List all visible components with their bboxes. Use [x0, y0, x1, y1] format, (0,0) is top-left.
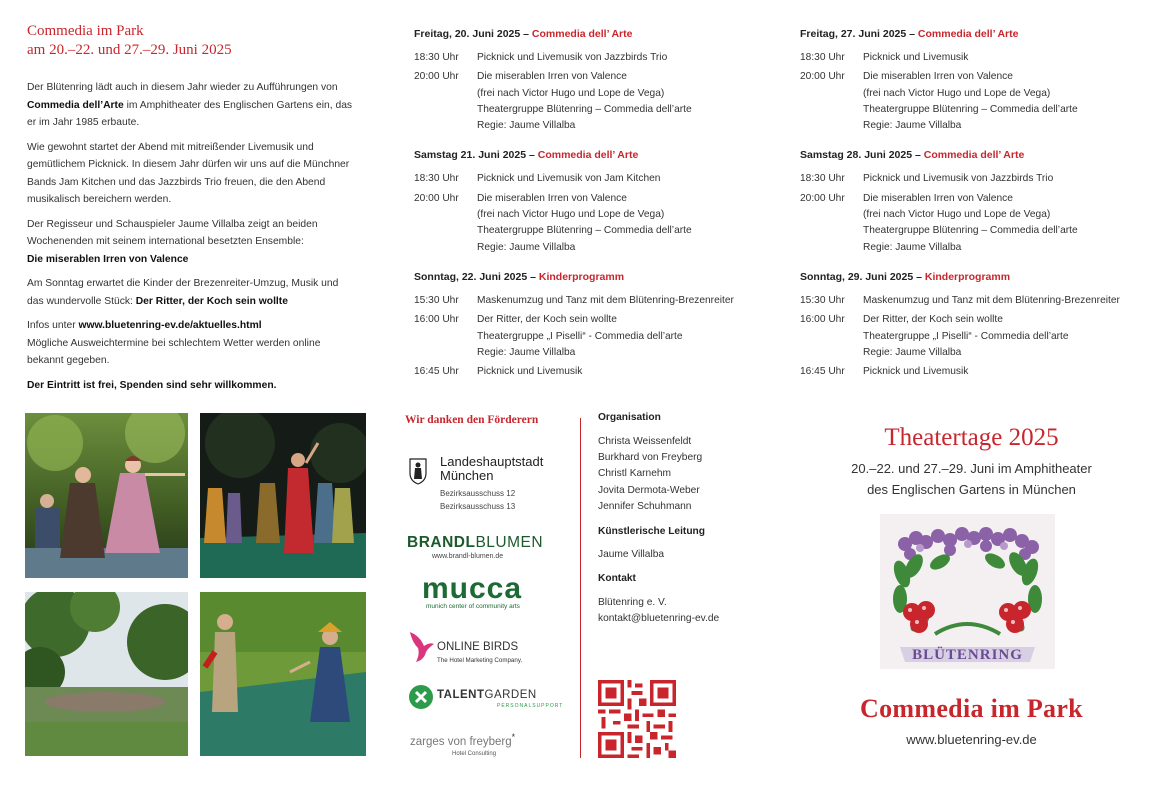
sponsor-brandl-blumen[interactable]: BRANDLBLUMEN	[407, 534, 544, 551]
talent-garden-icon	[408, 684, 434, 710]
intro-paragraph-1: Der Blütenring lädt auch in diesem Jahr wieder zu Aufführungen von Commedia dell’Arte im Amphitheater des Englischen Gartens ein, das er im Jahr 1985 erbaute.	[27, 82, 353, 128]
intro-section	[27, 22, 357, 394]
program-label: Commedia dell’ Arte	[537, 149, 639, 162]
info-link[interactable]: www.bluetenring-ev.de/aktuelles.html	[78, 320, 262, 331]
qr-code[interactable]	[597, 680, 677, 758]
schedule-time: 15:30 Uhr	[800, 294, 845, 306]
schedule-time: 16:00 Uhr	[414, 314, 459, 326]
schedule-line: Theatergruppe „I Piselli“ - Commedia dell’arte	[863, 330, 1069, 342]
schedule-line: Regie: Jaume Villalba	[477, 120, 576, 132]
schedule-line: Regie: Jaume Villalba	[863, 120, 962, 132]
schedule-week-2	[800, 26, 1150, 380]
schedule-line: Die miserablen Irren von Valence	[863, 192, 1013, 204]
day-title: Sonntag, 29. Juni 2025 – Kinderprogramm	[800, 270, 1011, 283]
schedule-line: Maskenumzug und Tanz mit dem Blütenring-Brezenreiter	[477, 294, 734, 306]
cover-subtitle-1: 20.–22. und 27.–29. Juni im Amphitheater	[851, 461, 1092, 476]
brand-name: Commedia im Park	[860, 694, 1083, 723]
schedule-row	[800, 171, 1150, 187]
schedule-time: 16:45 Uhr	[414, 366, 459, 378]
schedule-line: Die miserablen Irren von Valence	[477, 71, 627, 83]
organisation-members	[598, 434, 798, 515]
intro-paragraph-6: Der Eintritt ist frei, Spenden sind sehr willkommen.	[27, 379, 277, 391]
talent-garden-tagline: PERSONALSUPPORT	[497, 703, 564, 709]
schedule-row	[414, 364, 764, 380]
schedule-line: Theatergruppe Blütenring – Commedia dell’arte	[477, 103, 692, 115]
intro-paragraph-3: Der Regisseur und Schauspieler Jaume Villalba zeigt an beiden Wochenenden mit seinem international besetzten Ensemble: Die miserablen Irren von Valence	[27, 218, 318, 265]
schedule-line: (frei nach Victor Hugo und Lope de Vega)	[863, 209, 1051, 221]
contact-label: Kontakt	[598, 573, 636, 585]
schedule-row	[414, 191, 764, 256]
organisation-member: Christa Weissenfeldt	[598, 436, 692, 447]
program-label: Commedia dell’ Arte	[531, 28, 633, 40]
schedule-line: Regie: Jaume Villalba	[477, 241, 576, 253]
schedule-line: Die miserablen Irren von Valence	[477, 192, 627, 204]
schedule-line: Regie: Jaume Villalba	[477, 346, 576, 358]
schedule-time: 16:45 Uhr	[800, 366, 845, 378]
schedule-time: 15:30 Uhr	[414, 294, 459, 306]
schedule-time: 20:00 Uhr	[414, 192, 459, 204]
sponsor-muenchen[interactable]	[405, 455, 565, 515]
schedule-line: Regie: Jaume Villalba	[863, 241, 962, 253]
muenchen-crest-icon	[408, 457, 428, 485]
schedule-row	[414, 293, 764, 309]
muenchen-line2: München	[440, 468, 494, 483]
schedule-row	[414, 312, 764, 361]
organisation-member: Christl Karnehm	[598, 468, 672, 480]
schedule-line: Picknick und Livemusik von Jazzbirds Trio	[477, 52, 668, 63]
intro-title-line1: Commedia im Park	[27, 23, 144, 39]
contact-email[interactable]: kontakt@bluetenring-ev.de	[598, 613, 720, 625]
muenchen-sub1: Bezirksausschuss 12	[440, 489, 516, 498]
program-label: Kinderprogramm	[924, 270, 1011, 283]
day-title: Samstag 28. Juni 2025 – Commedia dell’ Arte	[800, 149, 1025, 162]
schedule-line: Maskenumzug und Tanz mit dem Blütenring-Brezenreiter	[863, 294, 1120, 306]
brand-url[interactable]: www.bluetenring-ev.de	[906, 732, 1037, 747]
schedule-time: 18:30 Uhr	[414, 52, 459, 63]
schedule-row	[800, 69, 1150, 134]
program-label: Kinderprogramm	[538, 270, 625, 283]
schedule-row	[800, 191, 1150, 256]
program-label: Commedia dell’ Arte	[917, 28, 1019, 40]
schedule-line: (frei nach Victor Hugo und Lope de Vega)	[477, 209, 665, 221]
schedule-line: Theatergruppe Blütenring – Commedia dell’arte	[477, 225, 692, 237]
schedule-row	[414, 69, 764, 134]
day-title: Samstag 21. Juni 2025 – Commedia dell’ Arte	[414, 149, 639, 162]
schedule-row	[800, 364, 1150, 380]
sponsor-mucca[interactable]: mucca	[422, 572, 523, 605]
online-birds-tagline: The Hotel Marketing Company.	[437, 657, 523, 664]
photo-amphitheater-audience	[25, 592, 188, 756]
emblem-text: BLÜTENRING	[912, 647, 1023, 663]
schedule-line: Picknick und Livemusik von Jam Kitchen	[477, 173, 661, 185]
schedule-time: 20:00 Uhr	[800, 192, 845, 204]
schedule-time: 20:00 Uhr	[414, 71, 459, 83]
muenchen-sub2: Bezirksausschuss 13	[440, 502, 516, 511]
brandl-url: www.brandl-blumen.de	[432, 553, 504, 560]
organisation-section	[598, 410, 798, 628]
bluetenring-emblem	[880, 514, 1055, 669]
organisation-member: Jovita Dermota-Weber	[598, 484, 700, 496]
sponsors-heading: Wir danken den Förderern	[405, 414, 539, 426]
schedule-line: Picknick und Livemusik von Jazzbirds Trio	[863, 173, 1054, 185]
schedule-time: 18:30 Uhr	[800, 52, 845, 63]
schedule-time: 20:00 Uhr	[800, 71, 845, 83]
schedule-row	[800, 293, 1150, 309]
sponsor-zarges[interactable]: zarges von freyberg*	[410, 732, 516, 748]
schedule-line: Theatergruppe Blütenring – Commedia dell’arte	[863, 225, 1078, 237]
contact-name: Blütenring e. V.	[598, 597, 667, 609]
schedule-row	[800, 50, 1150, 66]
program-label: Commedia dell’ Arte	[923, 149, 1025, 162]
schedule-line: Picknick und Livemusik	[477, 366, 583, 378]
schedule-row	[800, 312, 1150, 361]
schedule-line: Der Ritter, der Koch sein wollte	[863, 314, 1003, 326]
schedule-line: Regie: Jaume Villalba	[863, 346, 962, 358]
schedule-line: Theatergruppe Blütenring – Commedia dell’arte	[863, 103, 1078, 115]
intro-title-line2: am 20.–22. und 27.–29. Juni 2025	[27, 42, 232, 58]
schedule-line: Picknick und Livemusik	[863, 366, 969, 378]
schedule-line: (frei nach Victor Hugo und Lope de Vega)	[477, 87, 665, 99]
sponsors-section	[405, 414, 560, 426]
day-title: Sonntag, 22. Juni 2025 – Kinderprogramm	[414, 270, 625, 283]
schedule-line: Theatergruppe „I Piselli“ - Commedia dell’arte	[477, 330, 683, 342]
organisation-member: Jennifer Schuhmann	[598, 500, 692, 512]
schedule-row	[414, 171, 764, 187]
schedule-line: Der Ritter, der Koch sein wollte	[477, 314, 617, 326]
mucca-tagline: munich center of community arts	[426, 603, 520, 610]
schedule-line: (frei nach Victor Hugo und Lope de Vega)	[863, 87, 1051, 99]
cover-subtitle-2: des Englischen Gartens in München	[867, 482, 1076, 497]
intro-paragraph-5: Infos unter www.bluetenring-ev.de/aktuelles.html Mögliche Ausweichtermine bei schlechtem Wetter werden online bekannt gegeben.	[27, 320, 321, 366]
sponsor-online-birds[interactable]: ONLINE BIRDS	[437, 641, 519, 653]
schedule-row	[414, 50, 764, 66]
art-direction-name: Jaume Villalba	[598, 549, 665, 561]
schedule-time: 18:30 Uhr	[414, 173, 459, 185]
schedule-time: 18:30 Uhr	[800, 173, 845, 185]
muenchen-line1: Landeshauptstadt	[440, 454, 544, 469]
zarges-tagline: Hotel Consulting	[452, 751, 497, 757]
cover-title: Theatertage 2025	[884, 424, 1059, 451]
day-title: Freitag, 20. Juni 2025 – Commedia dell’ Arte	[414, 28, 633, 40]
intro-paragraph-4: Am Sonntag erwartet die Kinder der Brezenreiter-Umzug, Musik und das wundervolle Stück: Der Ritter, der Koch sein wollte	[27, 278, 339, 307]
organisation-label: Organisation	[598, 412, 661, 423]
schedule-week-1	[414, 26, 764, 380]
schedule-line: Picknick und Livemusik	[863, 52, 969, 63]
photo-night-stage	[200, 413, 366, 578]
day-title: Freitag, 27. Juni 2025 – Commedia dell’ Arte	[800, 28, 1019, 40]
divider-line	[580, 418, 581, 758]
schedule-line: Die miserablen Irren von Valence	[863, 71, 1013, 83]
sponsor-talent-garden[interactable]: TALENTGARDEN	[437, 689, 537, 701]
hummingbird-icon	[408, 628, 436, 664]
art-direction-label: Künstlerische Leitung	[598, 526, 705, 538]
photo-stage-performers	[25, 413, 188, 578]
intro-paragraph-2: Wie gewohnt startet der Abend mit mitreißender Livemusik und gemütlichem Picknick. In diesem Jahr dürfen wir uns auf die Münchner Bands Jam Kitchen und das Jazzbirds Trio freuen, die den Abend musikalisch bereichern werden.	[27, 141, 350, 205]
photo-children-play	[200, 592, 366, 756]
organisation-member: Burkhard von Freyberg	[598, 452, 703, 464]
schedule-time: 16:00 Uhr	[800, 314, 845, 326]
